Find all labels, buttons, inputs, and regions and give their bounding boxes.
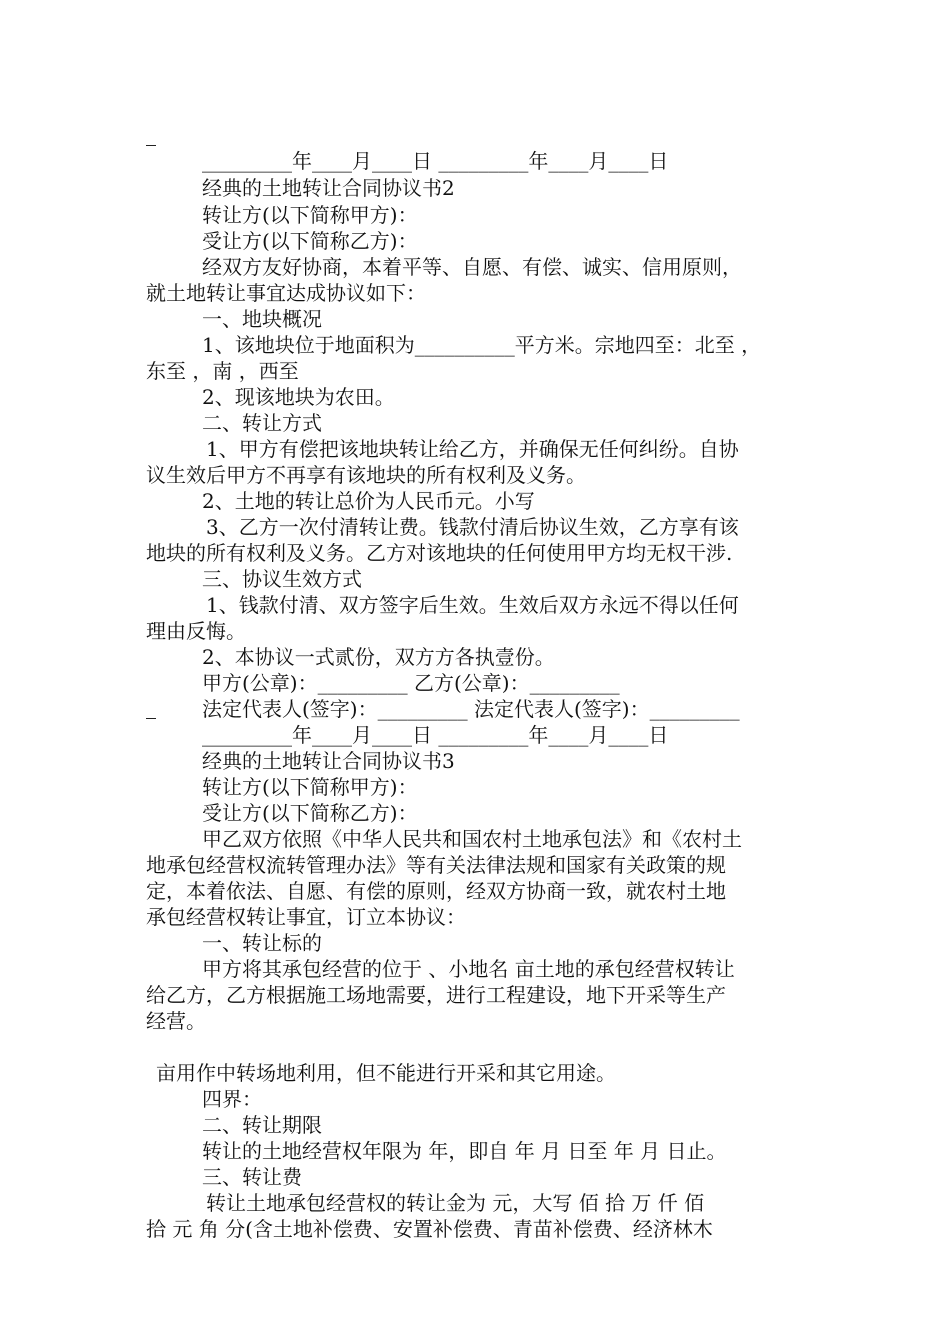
text-line: 1、钱款付清、双方签字后生效。生效后双方永远不得以任何 (206, 593, 739, 617)
text-line: 理由反悔。 (146, 619, 246, 643)
text-line: 2、现该地块为农田。 (202, 385, 395, 409)
separator-mark (146, 718, 156, 719)
text-line: 受让方(以下简称乙方)： (202, 801, 418, 825)
text-line: 1、该地块位于地面积为__________平方米。宗地四至：北至 ， (202, 333, 762, 357)
text-line: 给乙方，乙方根据施工场地需要，进行工程建设，地下开采等生产 (146, 983, 726, 1007)
text-line: 地承包经营权流转管理办法》等有关法律法规和国家有关政策的规 (146, 853, 726, 877)
text-line: 受让方(以下简称乙方)： (202, 229, 418, 253)
text-line: 东至 ，南 ，西至 (146, 359, 299, 383)
text-line: 一、地块概况 (202, 307, 322, 331)
text-line: 地块的所有权利及义务。乙方对该地块的任何使用甲方均无权干涉. (146, 541, 733, 565)
text-line: 经典的土地转让合同协议书3 (202, 749, 455, 773)
text-line: 议生效后甲方不再享有该地块的所有权利及义务。 (146, 463, 586, 487)
text-line: 转让方(以下简称甲方)： (202, 775, 418, 799)
text-line: 就土地转让事宜达成协议如下： (146, 281, 426, 305)
text-line: 甲方(公章)：_________ 乙方(公章)：_________ (202, 671, 620, 695)
text-line: 定，本着依法、自愿、有偿的原则，经双方协商一致，就农村土地 (146, 879, 726, 903)
text-line: 一、转让标的 (202, 931, 322, 955)
text-line: _________年____月____日 _________年____月____日 (202, 723, 669, 747)
text-line: 2、本协议一式贰份，双方方各执壹份。 (202, 645, 555, 669)
text-line: 二、转让方式 (202, 411, 322, 435)
text-line: 法定代表人(签字)：_________ 法定代表人(签字)：_________ (202, 697, 740, 721)
text-line: 3、乙方一次付清转让费。钱款付清后协议生效，乙方享有该 (206, 515, 739, 539)
text-line: 承包经营权转让事宜，订立本协议： (146, 905, 466, 929)
text-line: 经典的土地转让合同协议书2 (202, 176, 455, 200)
text-line: 三、协议生效方式 (202, 567, 362, 591)
text-line: 转让方(以下简称甲方)： (202, 203, 418, 227)
text-line: 经双方友好协商，本着平等、自愿、有偿、诚实、信用原则， (202, 255, 742, 279)
text-line: _________年____月____日 _________年____月____日 (202, 149, 669, 173)
text-line: 转让的土地经营权年限为 年，即自 年 月 日至 年 月 日止。 (202, 1139, 727, 1163)
text-line: 甲方将其承包经营的位于 、小地名 亩土地的承包经营权转让 (202, 957, 735, 981)
text-line: 亩用作中转场地利用，但不能进行开采和其它用途。 (156, 1061, 616, 1085)
text-line: 三、转让费 (202, 1165, 302, 1189)
text-line: 二、转让期限 (202, 1113, 322, 1137)
text-line: 转让土地承包经营权的转让金为 元，大写 佰 拾 万 仟 佰 (206, 1191, 705, 1215)
text-line: 四界： (202, 1087, 262, 1111)
text-line: 拾 元 角 分(含土地补偿费、安置补偿费、青苗补偿费、经济林木 (146, 1217, 713, 1241)
separator-mark (146, 145, 156, 146)
text-line: 甲乙双方依照《中华人民共和国农村土地承包法》和《农村土 (202, 827, 742, 851)
text-line: 1、甲方有偿把该地块转让给乙方，并确保无任何纠纷。自协 (206, 437, 739, 461)
text-line: 2、土地的转让总价为人民币元。小写 (202, 489, 535, 513)
text-line: 经营。 (146, 1009, 206, 1033)
